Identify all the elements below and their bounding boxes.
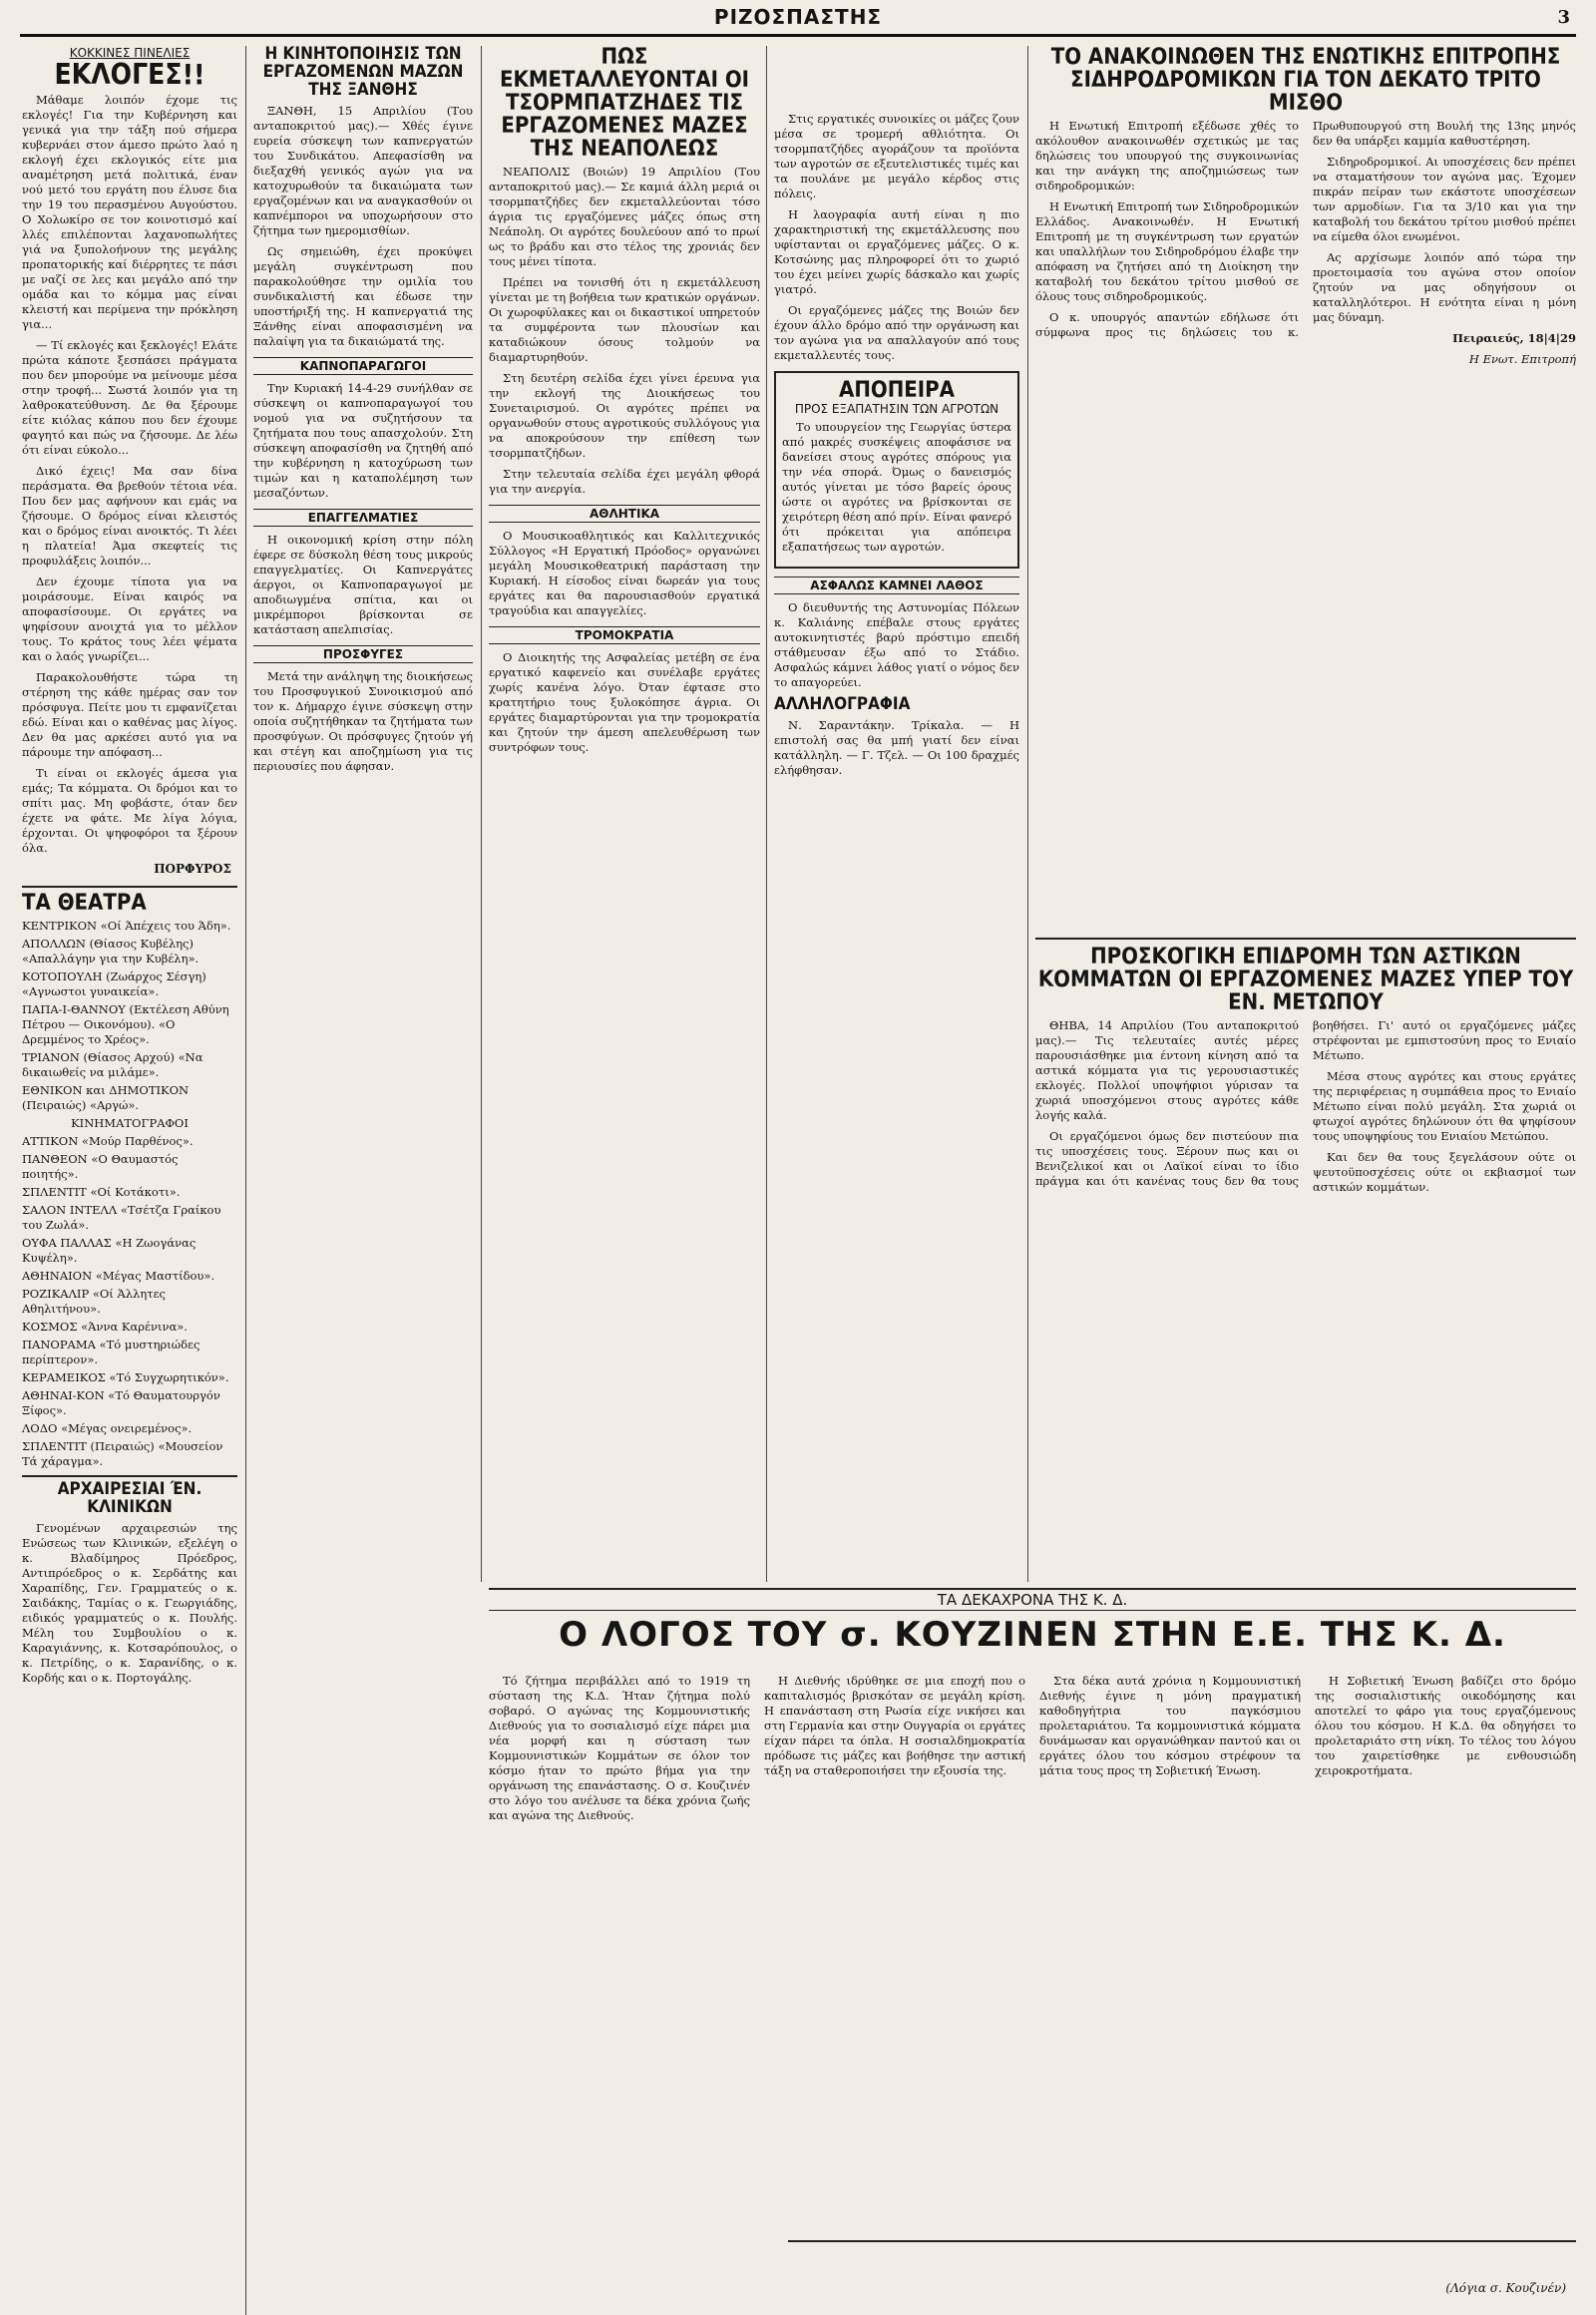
paragraph: Ο Διοικητής της Ασφαλείας μετέβη σε ένα εργατικό καφενείο και συνέλαβε εργάτες χωρίς κανένα λόγο. Όταν έφτασε στο κρατητήριο τους ξυλοκόπησε άγρια. Οι εργάτες διαμαρτύρονται για την τρομοκρατία και ζητούν την άμεση απελευθέρωση των συντρόφων τους. xyxy=(489,650,760,755)
theatre-entry: ΕΘΝΙΚΟΝ και ΔΗΜΟΤΙΚΟΝ (Πειραιώς) «Αργώ». xyxy=(22,1083,190,1113)
headline-railway: ΤΟ ΑΝΑΚΟΙΝΩΘΕΝ ΤΗΣ ΕΝΩΤΙΚΗΣ ΕΠΙΤΡΟΠΗΣ ΣΙΔΗΡΟΔΡΟΜΙΚΩΝ ΓΙΑ ΤΟΝ ΔΕΚΑΤΟ ΤΡΙΤΟ ΜΙΣΘΟ xyxy=(1050,46,1561,117)
thiva-body xyxy=(1035,1018,1576,1195)
paragraph: Την Κυριακή 14-4-29 συνήλθαν σε σύσκεψη οι καπνοπαραγωγοί του νομού για να συζητήσουν τα ζητήματα που τους απασχολούν. Στη σύσκεψη αποφασίσθη να ζητηθή από την κυβέρνηση η κατοχύρωση των τιμών και η καταπολέμηση των μεσαζόντων. xyxy=(253,380,473,500)
cinema-entry: ΑΘΗΝΑΙΟΝ «Μέγας Μαστίδου». xyxy=(22,1269,215,1284)
kicker-kokkines: ΚΟΚΚΙΝΕΣ ΠΙΝΕΛΙΕΣ xyxy=(69,46,191,60)
cinema-entry: ΑΤΤΙΚΟΝ «Μούρ Παρθένος». xyxy=(22,1134,194,1149)
column-1 xyxy=(22,46,237,2310)
paragraph: ΘΗΒΑ, 14 Απριλίου (Του ανταποκριτού μας).— Τις τελευταίες αυτές μέρες παρουσιάσθηκε μια έντονη κίνηση από τα αστικά κόμματα για τις γερουσιαστικές εκλογές. Πολλοί υποψήφιοι γύρισαν τα χωριά υποσχόμενοι στους αγρότες κάθε λογής καλά. xyxy=(1035,1018,1299,1123)
paragraph: Η οικονομική κρίση στην πόλη έφερε σε δύσκολη θέση τους μικρούς επαγγελματίες. Οι Καπνεργάτες άεργοι, οι Καπνοπαραγωγοί με αποδιωγμένα σπίτια, και οι μικρέμποροι βρίσκονται σε κατάσταση απελπισίας. xyxy=(253,532,473,636)
cinema-entry: ΣΠΛΕΝΤΙΤ (Πειραιώς) «Μουσείον Τά χάραγμα». xyxy=(22,1439,223,1469)
paragraph: Ως σημειώθη, έχει προκύψει μεγάλη συγκέντρωση που παρακολούθησε την ομιλία του συνδικαλιστή και έδωσε την υποστήριξή της. Η καπνεργατιά της Ξάνθης είναι αποφασισμένη να παλαίψη για τα δικαιώματά της. xyxy=(253,243,473,348)
paragraph: Η Ενωτική Επιτροπή εξέδωσε χθές το ακόλουθον ανακοινωθέν σχετικώς με τας δηλώσεις του υπουργού της συγκοινωνίας και την ανάγκη της αποζημιώσεως των σιδηροδρομικών: xyxy=(1035,119,1299,193)
paragraph: Στις εργατικές συνοικίες οι μάζες ζουν μέσα σε τρομερή αθλιότητα. Οι τσορμπατζήδες αγοράζουν τα προϊόντα των αγροτών σε εξευτελιστικές τιμές και τα πουλάνε με μεγάλο κέρδος στις πόλεις. xyxy=(774,112,1019,200)
paragraph: Τι είναι οι εκλογές άμεσα για εμάς; Τα κόμματα. Οι δρόμοι και το σπίτι μας. Μη φοβάστε, όταν δεν έχετε να φάτε. Με λίγα λόγια, έρχονται. Οι ψηφοφόροι τα ξέρουν όλα. xyxy=(22,766,237,856)
paragraph: Ας αρχίσωμε λοιπόν από τώρα την προετοιμασία του αγώνα στον οποίον ζητούν να μας οδηγήσουν οι καταλληλότεροι. Η ενότητα είναι η μόνη μας δύναμη. xyxy=(1313,250,1576,325)
cinema-entry: ΣΑΛΟΝ ΙΝΤΕΛΛ «Τσέτζα Γραίκου του Ζωλά». xyxy=(22,1203,221,1233)
paragraph: Παρακολουθήστε τώρα τη στέρηση της κάθε ημέρας σαν τον πρόσφυγα. Πείτε μου τι εμφανίζεται εδώ. Είναι και ο καθένας μας λίγος. Δεν θα μας αρκέσει αυτό για να πάρουμε την απόφαση... xyxy=(22,670,237,760)
ploy-heading: ΑΠΟΠΕΙΡΑ xyxy=(839,378,955,403)
paragraph: Ο διευθυντής της Αστυνομίας Πόλεων κ. Καλιάνης επέβαλε στους εργάτες αυτοκινητιστές βαρύ πρόστιμο επειδή στάθμευσαν έξω από το Στάδιο. Ασφαλώς κάμνει λάθος γιατί ο νόμος δεν το απαγορεύει. xyxy=(774,600,1019,690)
bottom-body xyxy=(489,1674,1576,2232)
paragraph: Μετά την ανάληψη της διοικήσεως του Προσφυγικού Συνοικισμού από τον κ. Δήμαρχο έγινε σύσκεψη στην οποία συζητήθηκαν τα ζητήματα των προσφύγων. Οι πρόσφυγες ζητούν γή και στέγη και αποζημίωση για τις περιουσίες που άφησαν. xyxy=(253,668,473,773)
paragraph: Σιδηροδρομικοί. Αι υποσχέσεις δεν πρέπει να σταματήσουν τον αγώνα μας. Έχομεν πικράν πείραν των εκάστοτε υποσχέσεων των αρμοδίων. Για τα 3/10 και για την καταβολή του δεκάτου τρίτου μισθού πρέπει να είμεθα όλοι ενωμένοι. xyxy=(1313,155,1576,244)
column-rule xyxy=(1027,46,1028,1582)
column-rule xyxy=(245,46,246,2315)
theatre-entry: ΠΑΠΑ-Ι-ΘΑΝΝΟΥ (Εκτέλεση Αθύνη Πέτρου — Οικονόμου). «Ο Δρεμμένος το Χρέος». xyxy=(22,1002,229,1047)
theatre-entry: ΤΡΙΑΝΟΝ (Θίασος Αρχού) «Να δικαιωθείς να μιλάμε». xyxy=(22,1050,203,1080)
trades-heading: ΕΠΑΓΓΕΛΜΑΤΙΕΣ xyxy=(253,509,473,527)
paragraph: Στην τελευταία σελίδα έχει μεγάλη φθορά για την ανεργία. xyxy=(489,467,760,497)
bottom-banner: ΤΑ ΔΕΚΑΧΡΟΝΑ ΤΗΣ Κ. Δ. xyxy=(489,1588,1576,1611)
paragraph: ΞΑΝΘΗ, 15 Απριλίου (Του ανταποκριτού μας).— Χθές έγινε ευρεία σύσκεψη των καπνεργατών του Συνδικάτου. Απεφασίσθη να διεξαχθή γενικός αγών για να κατοχυρωθούν τα δικαιώματα των εργαζομένων και να αναγκασθούν οι καπνέμποροι να υποχωρήσουν στο ζήτημα των ημερομισθίων. xyxy=(253,103,473,237)
column-3 xyxy=(489,46,760,1582)
paragraph: Η Διεθνής ιδρύθηκε σε μια εποχή που ο καπιταλισμός βρισκόταν σε μεγάλη κρίση. Η επανάσταση στη Ρωσία είχε νικήσει και στη Γερμανία και στην Ουγγαρία οι εργάτες είχαν πάρει τα όπλα. Η σοσιαλδημοκρατία πρόδωσε τις μάζες και βοήθησε την αστική τάξη να σταθεροποιήσει την εξουσία της. xyxy=(764,1674,1025,1777)
bottom-column xyxy=(764,1674,1025,2232)
paragraph: Η Σοβιετική Ένωση βαδίζει στο δρόμο της σοσιαλιστικής οικοδόμησης και αποτελεί το φάρο για τους εργαζόμενους όλου του κόσμου. Η Κ.Δ. θα οδηγήσει το προλεταριάτο στη νίκη. Το τέλος του λόγου του χαιρετίσθηκε με ενθουσιώδη χειροκροτήματα. xyxy=(1315,1674,1576,1777)
bottom-rule xyxy=(788,2240,1576,2242)
terror-heading: ΤΡΟΜΟΚΡΑΤΙΑ xyxy=(489,626,760,644)
headline-ekloges: ΕΚΛΟΓΕΣ!! xyxy=(54,58,205,91)
page-number: 3 xyxy=(1557,6,1570,28)
theatre-entry: ΑΠΟΛΛΩΝ (Θίασος Κυβέλης) «Απαλλάγην για την Κυβέλη». xyxy=(22,937,200,966)
cinema-entry: ΡΟΖΙΚΑΛΙΡ «Οί Άλλητες Αθηλιτήνου». xyxy=(22,1287,166,1317)
paragraph: Μάθαμε λοιπόν έχομε τις εκλογές! Για την Κυβέρνηση και γενικά για την τάξη πού σήμερα κυβερνάει στον άμεσο πρώτο λαό η εκλογή έχει εκλογικός είτε μια αναμέτρηση μετά πολιτικά, έναν νού μετό του εργάτη που έλυσε δια την 19 του περασμένου Αυγούστου. Ο Χολωκίρο σε τον κοινοτισμό καί λλές επιλέπονται λαχανοπωλήτες γιά να ξυπολοήνουν της μεγάλης προπατορικής καί διέρρητες τε πάσι με ναζί σε λες και μεγάλο από την ομάδα και το κόμμα μας είναι κλειστή και περίμενα την πρόκληση για... xyxy=(22,93,237,332)
cinemas-heading: ΚΙΝΗΜΑΤΟΓΡΑΦΟΙ xyxy=(71,1116,189,1131)
column-rule xyxy=(766,46,767,1582)
cinema-entry: ΣΠΛΕΝΤΙΤ «Οί Κοτάκοτι». xyxy=(22,1185,181,1200)
continued-note: (Λόγια σ. Κουζινέν) xyxy=(1445,2281,1566,2295)
theatre-entry: ΚΕΝΤΡΙΚΟΝ «Οί Άπέχεις του Άδη». xyxy=(22,919,231,934)
theatre-entry: ΚΟΤΟΠΟΥΛΗ (Ζωάρχος Σέσγη) «Αγνωστοι γυναικεία». xyxy=(22,969,206,999)
paragraph: Οι εργαζόμενες μάζες της Βοιών δεν έχουν άλλο δρόμο από την οργάνωση και τον αγώνα για να απαλλαγούν από τους εκμεταλλευτές τους. xyxy=(774,303,1019,362)
paragraph: Γενομένων αρχαιρεσιών της Ενώσεως των Κλινικών, εξελέγη ο κ. Βλαδίμηρος Πρόεδρος, Αντιπρόεδρος ο κ. Σερδάτης και Χαραπίδης, Γεν. Γραμματεύς ο κ. Σαιδάκης, Ταμίας ο κ. Γεωργιάδης, ειδικός γραμματεύς ο κ. Πουλής. Μέλη του Συμβουλίου ο κ. Καραγιάννης, κ. Κοτσαρόπουλος, ο κ. Πετρίδης, ο κ. Σαρανίδης, ο κ. Κορδής και ο κ. Πορτογάλης. xyxy=(22,1521,237,1686)
paragraph: Στη δευτέρη σελίδα έχει γίνει έρευνα για την εκλογή της Διοικήσεως του Συνεταιρισμού. Οι αγρότες πρέπει να οργανωθούν στους αγροτικούς συλλόγους για να αποκρούσουν την επίθεση των τσορμπατζήδων. xyxy=(489,371,760,461)
ploy-article xyxy=(774,371,1019,569)
paragraph: Ο Μουσικοαθλητικός και Καλλιτεχνικός Σύλλογος «Η Εργατική Πρόοδος» οργανώνει μεγάλη Μουσικοθεατρική παράσταση την Κυριακή. Η είσοδος είναι δωρεάν για τους εργάτες και θα παρουσιασθούν εργατικά τραγούδια και απαγγελίες. xyxy=(489,529,760,618)
cinema-entry: ΚΟΣΜΟΣ «Άννα Καρένινα». xyxy=(22,1320,188,1335)
signoff-committee: Η Ενωτ. Επιτροπή xyxy=(1468,352,1576,367)
paragraph: Η λαογραφία αυτή είναι η πιο χαρακτηριστική της εκμετάλλευσης που υφίστανται οι εργαζόμενες μάζες. Ο κ. Κοτσώνης μας πληροφορεί ότι το χωριό του έχει μείνει χωρίς δάσκαλο και χωρίς γιατρό. xyxy=(774,207,1019,296)
bottom-column xyxy=(489,1674,750,2232)
theatres-list xyxy=(22,919,237,1469)
paragraph: Οι εργαζόμενοι όμως δεν πιστεύουν πια τις υποσχέσεις τους. Ξέρουν πως και οι Βενιζελικοί και οι Λαϊκοί είναι το ίδιο πράγμα και ότι κανένας τους δεν θα τους βοηθήσει. Γι' αυτό οι εργαζόμενες μάζες στρέφονται με εμπιστοσύνη προς το Ενιαίο Μέτωπο. xyxy=(1035,1018,1576,1189)
column-2 xyxy=(253,46,473,2310)
theatres-heading: ΤΑ ΘΕΑΤΡΑ xyxy=(22,886,237,915)
headline-neapoli: ΠΩΣ ΕΚΜΕΤΑΛΛΕΥΟΝΤΑΙ ΟΙ ΤΣΟΡΜΠΑΤΖΗΔΕΣ ΤΙΣ ΕΡΓΑΖΟΜΕΝΕΣ ΜΑΖΕΣ ΤΗΣ ΝΕΑΠΟΛΕΩΣ xyxy=(499,46,750,163)
paragraph: Στα δέκα αυτά χρόνια η Κομμουνιστική Διεθνής έγινε η μόνη πραγματική καθοδηγήτρια του παγκόσμιου προλεταριάτου. Τα κομμουνιστικά κόμματα δυνάμωσαν και οργανώθηκαν παντού και οι εργάτες όλου του κόσμου στρέφουν τα μάτια τους προς τη Σοβιετική Ένωση. xyxy=(1039,1674,1301,1777)
headline-xanthi: Η ΚΙΝΗΤΟΠΟΙΗΣΙΣ ΤΩΝ ΕΡΓΑΖΟΜΕΝΩΝ ΜΑΖΩΝ ΤΗΣ ΞΑΝΘΗΣ xyxy=(262,46,464,100)
refugees-heading: ΠΡΟΣΦΥΓΕΣ xyxy=(253,645,473,663)
bottom-column xyxy=(1039,1674,1301,2232)
paragraph: Δεν έχουμε τίποτα για να μοιράσουμε. Είναι καιρός να αποφασίσουμε. Οι εργάτες να ψηφίσουν ανοιχτά για το μέλλον τους. Το κράτος τους λέει ψέματα και ο λαός γνωρίζει... xyxy=(22,575,237,664)
cinema-entry: ΠΑΝΟΡΑΜΑ «Τό μυστηριώδες περίπτερον». xyxy=(22,1338,200,1367)
paragraph: Το υπουργείον της Γεωργίας ύστερα από μακρές συσκέψεις αποφάσισε να δανείσει στους αγρότες σπόρους για την νέα σπορά. Όμως ο δανεισμός αυτός γίνεται με τόσο βαρείς όρους ώστε οι αγρότες να βρίσκονται σε χειρότερη θέση από πρίν. Είναι φανερό ότι πρόκειται για απόπειρα εξαπατήσεως των αγροτών. xyxy=(782,420,1011,555)
column-rule xyxy=(481,46,482,1582)
paragraph: Μέσα στους αγρότες και στους εργάτες της περιφέρειας η συμπάθεια προς το Ενιαίο Μέτωπο είναι πολύ μεγάλη. Στα χωριά οι φτωχοί αγρότες δηλώνουν ότι θα ψηφίσουν τους υποψηφίους του Ενιαίου Μετώπου. xyxy=(1313,1069,1576,1144)
masthead-title: ΡΙΖΟΣΠΑΣΤΗΣ xyxy=(713,5,883,29)
cinema-entry: ΟΥΦΑ ΠΑΛΛΑΣ «Η Ζωογάνας Κυψέλη». xyxy=(22,1236,197,1266)
cinema-entry: ΛΟΔΟ «Μέγας ονειρεμένος». xyxy=(22,1421,193,1436)
paragraph: ΝΕΑΠΟΛΙΣ (Βοιών) 19 Απριλίου (Του ανταποκριτού μας).— Σε καμιά άλλη μεριά οι τσορμπατζήδες δεν εκμεταλλεύονται τόσο άγρια τις εργαζόμενες μάζες όπως στη Νεάπολη. Οι αγρότες δουλεύουν από το πρωί ως το βράδυ και στο τέλος της χρονιάς δεν τους μένει τίποτα. xyxy=(489,165,760,269)
paragraph: Η Ενωτική Επιτροπή των Σιδηροδρομικών Ελλάδος. Ανακοινωθέν. Η Ενωτική Επιτροπή με τη συγκέντρωση των εργατών και υπαλλήλων του Σιδηροδρόμου έλαβε την απόφαση να ζητήσει από τη Διοίκηση την καταβολή του δεκάτου τρίτου μισθού σε όλους τους σιδηροδρομικούς. xyxy=(1035,199,1299,304)
masthead xyxy=(20,0,1576,37)
paragraph: Δικό έχεις! Μα σαν δίνα περάσματα. Θα βρεθούν τέτοια νέα. Που δεν μας αφήνουν και εμάς να ζήσουμε. Ο δρόμος είναι κλειστός και ο δρόμος είναι ανοικτός. Τι λέει η πλατεία! Άμα σκεφτείς τις προφυλάξεις λοιπόν... xyxy=(22,464,237,569)
bottom-header xyxy=(489,1588,1576,1668)
paragraph: Και δεν θα τους ξεγελάσουν ούτε οι ψευτοϋποσχέσεις ούτε οι εκβιασμοί των αστικών κομμάτων. xyxy=(1313,1150,1576,1195)
signature: ΠΟΡΦΥΡΟΣ xyxy=(154,862,231,877)
bottom-column xyxy=(1315,1674,1576,2232)
athletics-heading: ΑΘΛΗΤΙΚΑ xyxy=(489,505,760,523)
column-5b xyxy=(1035,938,1576,1574)
column-4 xyxy=(774,46,1019,1582)
ploy-subheading: ΠΡΟΣ ΕΞΑΠΑΤΗΣΙΝ ΤΩΝ ΑΓΡΟΤΩΝ xyxy=(794,402,999,417)
letters-heading: ΑΛΛΗΛΟΓΡΑΦΙΑ xyxy=(774,694,911,715)
cinema-entry: ΚΕΡΑΜΕΙΚΟΣ «Τό Συγχωρητικόν». xyxy=(22,1370,229,1385)
cinema-entry: ΑΘΗΝΑΙ-ΚΟΝ «Τό Θαυματουργόν Ξίφος». xyxy=(22,1388,220,1418)
paragraph: Τό ζήτημα περιβάλλει από το 1919 τη σύσταση της Κ.Δ. Ήταν ζήτημα πολύ σοβαρό. Ο αγώνας της Κομμουνιστικής Διεθνούς για το σοσιαλισμό είχε πάρει μια νέα μορφή και η σύσταση των Κομμουνιστικών Κομμάτων σε όλον τον κόσμο ήταν το πρώτο βήμα για την οργάνωση της επανάστασης. Ο σ. Κουζινέν στο λόγο του ανέλυσε τα δέκα χρόνια ζωής και αγώνα της Διεθνούς. xyxy=(489,1674,750,1822)
mistake-heading: ΑΣΦΑΛΩΣ ΚΑΜΝΕΙ ΛΑΘΟΣ xyxy=(774,577,1019,594)
paragraph: Ο κ. υπουργός απαντών εδήλωσε ότι σύμφωνα προς τις δηλώσεις του κ. Πρωθυπουργού στη Βουλή της 13ης μηνός δεν θα υπάρξει καμμία καθυστέρηση. xyxy=(1035,119,1576,340)
cinema-entry: ΠΑΝΘΕΟΝ «Ο Θαυμαστός ποιητής». xyxy=(22,1152,179,1182)
paragraph: Ν. Σαραντάκην. Τρίκαλα. — Η επιστολή σας θα μπή γιατί δεν είναι κατάλληλη. — Γ. Τζελ. — Οι 100 δραχμές ελήφθησαν. xyxy=(774,717,1019,777)
headline-thiva: ΠΡΟΣΚΟΓΙΚΗ ΕΠΙΔΡΟΜΗ ΤΩΝ ΑΣΤΙΚΩΝ ΚΟΜΜΑΤΩΝ ΟΙ ΕΡΓΑΖΟΜΕΝΕΣ ΜΑΖΕΣ ΥΠΕΡ ΤΟΥ ΕΝ. ΜΕΤΩΠΟΥ xyxy=(1037,945,1574,1016)
railway-body xyxy=(1035,119,1576,367)
headline-kuusinen: Ο ΛΟΓΟΣ ΤΟΥ σ. ΚΟΥΖΙΝΕΝ ΣΤΗΝ Ε.Ε. ΤΗΣ Κ. Δ. xyxy=(559,1615,1506,1655)
tobacco-heading: ΚΑΠΝΟΠΑΡΑΓΩΓΟΙ xyxy=(253,357,473,375)
paragraph: Πρέπει να τονισθή ότι η εκμετάλλευση γίνεται με τη βοήθεια των κρατικών οργάνων. Οι χωροφύλακες και οι δικαστικοί υπηρετούν τα συμφέροντα των πλουσίων και καταδιώκουν όσους τολμούν να διαμαρτυρηθούν. xyxy=(489,275,760,365)
column-5 xyxy=(1035,46,1576,924)
signoff-place: Πειραιεύς, 18|4|29 xyxy=(1452,331,1576,346)
clinics-heading: ΑΡΧΑΙΡΕΣΙΑΙ ΈΝ. ΚΛΙΝΙΚΩΝ xyxy=(22,1475,237,1517)
paragraph: — Τί εκλογές και ξεκλογές! Ελάτε πρώτα κάποτε ξεσπάσει πράγματα που δεν μπορούμε να μείνουμε μέσα στην τροφή... Σωστά λοιπόν για τη λαθροκατεύθυνση. Δε θα ξέρουμε είτε κιόλας κάπου που δεν έχουμε φαγητό και πώς να ζήσουμε. Δε λέω ότι είναι εύκολο... xyxy=(22,338,237,458)
